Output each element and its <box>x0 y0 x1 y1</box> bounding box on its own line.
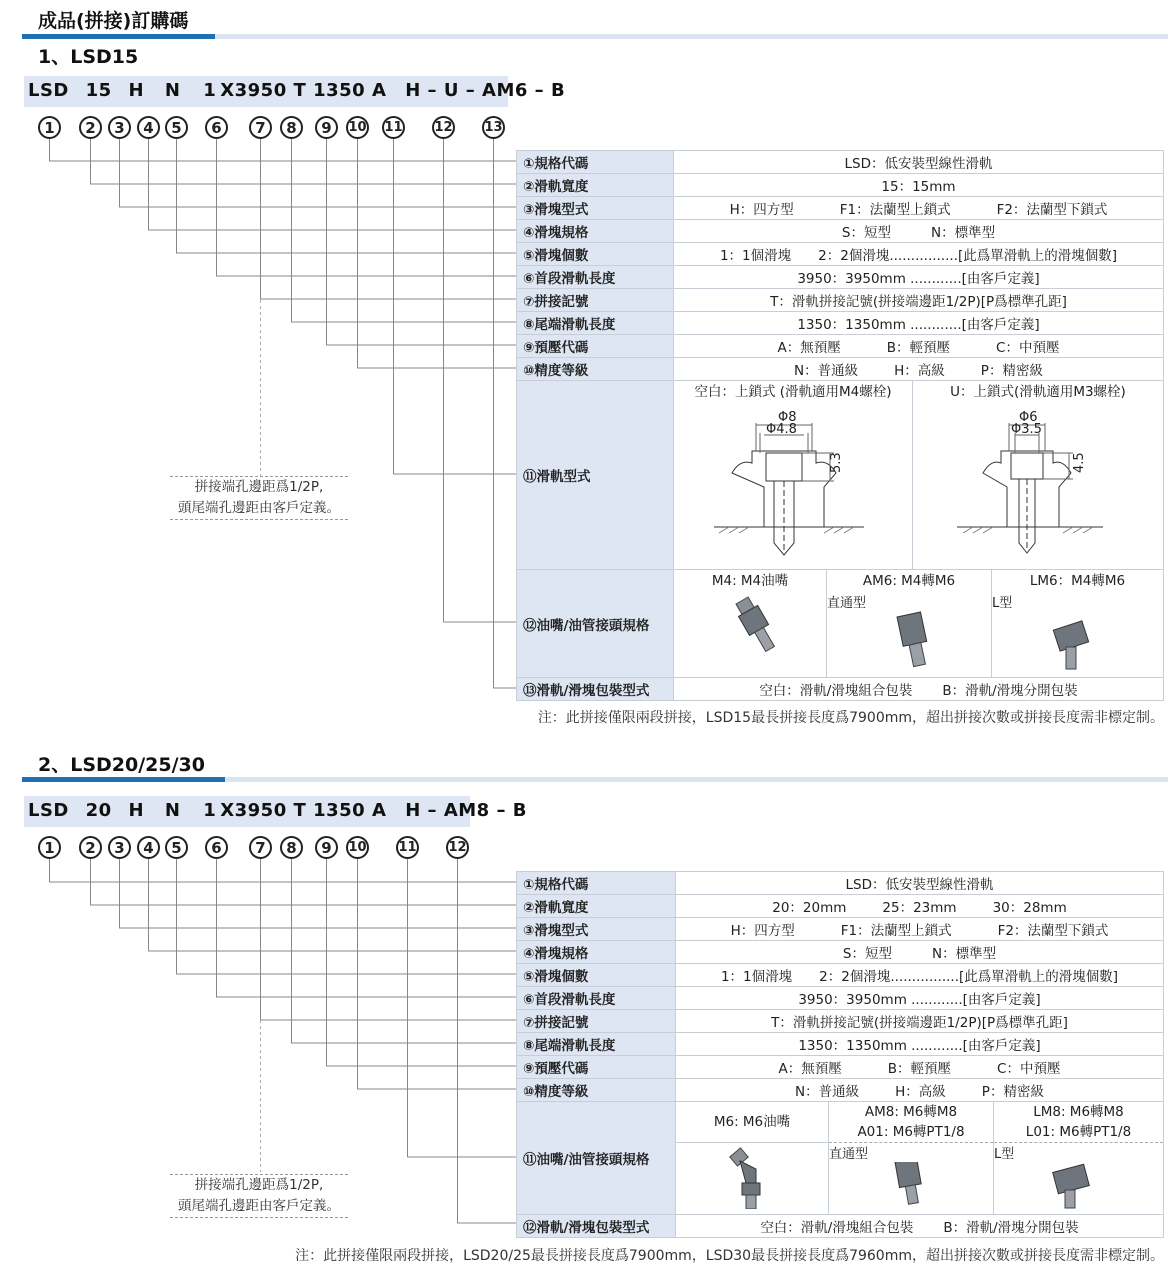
row-value: T：滑軌拼接記號(拼接端邊距1/2P)[P爲標準孔距] <box>676 1010 1164 1033</box>
dim-label: Φ8 <box>778 410 797 425</box>
row-value <box>676 895 1164 918</box>
table-row <box>517 151 1164 174</box>
row-label: ①規格代碼 <box>517 151 674 174</box>
position-marker: 5 <box>165 116 188 139</box>
section-2-title: 2、LSD20/25/30 <box>38 754 205 776</box>
option: C：中預壓 <box>997 1061 1061 1077</box>
code-part: – <box>534 80 545 101</box>
row-label: ②滑軌寬度 <box>517 895 676 918</box>
row-value: LSD：低安裝型線性滑軌 <box>674 151 1164 174</box>
row-label: ③滑塊型式 <box>517 197 674 220</box>
l-adapter-image <box>995 1162 1163 1210</box>
row-value <box>674 358 1164 381</box>
row-label: ⑥首段滑軌長度 <box>517 987 676 1010</box>
code-part: U <box>443 80 459 101</box>
row-label: ③滑塊型式 <box>517 918 676 941</box>
table-row <box>517 1102 1164 1215</box>
code-part: H <box>405 80 421 101</box>
section-2-note: 注：此拼接僅限兩段拼接，LSD20/25最長拼接長度爲7900mm，LSD30最長拼接長度爲7960mm，超出拼接次數或拼接長度需非標定制。 <box>295 1248 1164 1264</box>
nipple-option <box>829 1102 994 1215</box>
option: N：標準型 <box>931 946 997 962</box>
row-label: ⑩精度等級 <box>517 358 674 381</box>
position-marker: 9 <box>315 836 338 859</box>
section-1-note: 注：此拼接僅限兩段拼接，LSD15最長拼接長度爲7900mm，超出拼接次數或拼接長度需非標定制。 <box>537 710 1164 726</box>
code-part: 15 <box>85 80 112 101</box>
option: S：短型 <box>842 946 892 962</box>
dim-label: Φ3.5 <box>1011 422 1042 437</box>
position-marker: 7 <box>249 116 272 139</box>
dim-label: Φ6 <box>1019 410 1038 425</box>
position-marker: 4 <box>137 116 160 139</box>
nipple-subtype: 直通型 <box>827 596 867 611</box>
row-value: 3950：3950mm ............[由客戶定義] <box>674 266 1164 289</box>
option: N：普通級 <box>795 1084 860 1100</box>
table-row <box>517 987 1164 1010</box>
nipple-code: LM8: M6轉M8 <box>1033 1104 1124 1120</box>
option: F1：法蘭型上鎖式 <box>839 202 951 218</box>
table-row <box>517 381 1164 570</box>
code-part: 1 <box>203 80 217 101</box>
section-2-splice-note <box>170 1174 348 1218</box>
splice-note-line: 拼接端孔邊距爲1/2P, <box>194 1177 324 1193</box>
option: 空白：滑軌/滑塊組合包裝 <box>760 1220 914 1236</box>
option: F2：法蘭型下鎖式 <box>997 923 1109 939</box>
section-1-spec-table <box>516 150 1164 701</box>
option: 25：23mm <box>882 900 957 916</box>
nipple-subtype: L型 <box>992 596 1013 611</box>
code-part: 1350 <box>313 80 366 101</box>
row-label: ⑪油嘴/油管接頭規格 <box>517 1102 676 1215</box>
table-row <box>517 964 1164 987</box>
dim-label: Φ4.8 <box>766 422 797 437</box>
table-row <box>517 918 1164 941</box>
nipple-code: A01: M6轉PT1/8 <box>829 1122 993 1143</box>
position-marker: 7 <box>249 836 272 859</box>
row-value <box>676 918 1164 941</box>
code-part: 20 <box>85 800 112 821</box>
row-value <box>674 197 1164 220</box>
row-value <box>676 941 1164 964</box>
table-row <box>517 678 1164 701</box>
rail-type-u <box>913 381 1163 569</box>
table-row <box>517 1215 1164 1238</box>
row-value: 1350：1350mm ............[由客戶定義] <box>674 312 1164 335</box>
dim-label: 4.5 <box>1072 452 1087 473</box>
option: H：高級 <box>894 363 945 379</box>
row-label: ②滑軌寬度 <box>517 174 674 197</box>
position-marker: 8 <box>280 116 303 139</box>
code-part: AM8 <box>443 800 490 821</box>
row-value <box>676 1079 1164 1102</box>
rail-section-drawing <box>674 403 912 569</box>
row-label: ①規格代碼 <box>517 872 676 895</box>
grease-nipple-image <box>676 1143 828 1209</box>
code-part: T <box>293 80 307 101</box>
l-adapter-image <box>994 611 1162 673</box>
code-part: – <box>427 80 438 101</box>
table-row <box>517 289 1164 312</box>
row-label: ⑤滑塊個數 <box>517 243 674 266</box>
code-part: 1 <box>203 800 217 821</box>
nipple-option <box>674 570 827 678</box>
code-part: LSD <box>28 80 69 101</box>
position-marker: 3 <box>108 116 131 139</box>
splice-note-line: 拼接端孔邊距爲1/2P, <box>194 479 324 495</box>
row-value: 1：1個滑塊 2：2個滑塊................[此爲單滑軌上的滑塊個數] <box>674 243 1164 266</box>
code-part: X3950 <box>220 800 287 821</box>
position-marker: 2 <box>79 116 102 139</box>
code-part: H <box>405 800 421 821</box>
option: S：短型 <box>841 225 891 241</box>
code-part: B <box>512 800 527 821</box>
row-label: ⑦拼接記號 <box>517 289 674 312</box>
position-marker: 6 <box>205 836 228 859</box>
code-part: X3950 <box>220 80 287 101</box>
option: H：高級 <box>895 1084 946 1100</box>
straight-adapter-image <box>829 1162 993 1210</box>
page-title: 成品(拼接)訂購碼 <box>38 10 189 32</box>
code-part: B <box>550 80 566 101</box>
row-label: ⑫油嘴/油管接頭規格 <box>517 570 674 678</box>
option: P：精密級 <box>981 1084 1044 1100</box>
position-marker: 12 <box>432 116 455 139</box>
option: B：輕預壓 <box>886 340 951 356</box>
option: B：輕預壓 <box>887 1061 952 1077</box>
position-marker: 10 <box>346 836 369 859</box>
table-row <box>517 941 1164 964</box>
code-part: T <box>293 800 307 821</box>
rail-type-title: U：上鎖式(滑軌適用M3螺栓) <box>950 384 1126 400</box>
row-label: ⑨預壓代碼 <box>517 335 674 358</box>
row-label: ⑤滑塊個數 <box>517 964 676 987</box>
nipple-option <box>994 1102 1164 1215</box>
code-part: H <box>128 800 145 821</box>
table-row <box>517 220 1164 243</box>
splice-note-line: 頭尾端孔邊距由客戶定義。 <box>178 500 340 516</box>
table-row <box>517 895 1164 918</box>
row-label: ④滑塊規格 <box>517 941 676 964</box>
row-label: ⑧尾端滑軌長度 <box>517 1033 676 1056</box>
table-row <box>517 1033 1164 1056</box>
option: B：滑軌/滑塊分開包裝 <box>942 683 1078 699</box>
rail-type-title: 空白：上鎖式 (滑軌適用M4螺栓) <box>694 384 892 400</box>
position-marker: 5 <box>165 836 188 859</box>
row-value <box>674 335 1164 358</box>
table-row <box>517 174 1164 197</box>
option: P：精密級 <box>980 363 1043 379</box>
row-label: ④滑塊規格 <box>517 220 674 243</box>
option: H：四方型 <box>730 923 795 939</box>
option: A：無預壓 <box>777 340 841 356</box>
position-marker: 11 <box>382 116 405 139</box>
position-marker: 2 <box>79 836 102 859</box>
table-row <box>517 335 1164 358</box>
nipple-subtype: 直通型 <box>829 1147 869 1162</box>
table-row <box>517 243 1164 266</box>
row-value: 15：15mm <box>674 174 1164 197</box>
nipple-code: M6: M6油嘴 <box>676 1102 828 1143</box>
straight-adapter-image <box>827 611 991 673</box>
position-marker: 10 <box>346 116 369 139</box>
nipple-option <box>676 1102 829 1215</box>
position-marker: 6 <box>205 116 228 139</box>
table-row <box>517 266 1164 289</box>
table-row <box>517 872 1164 895</box>
rail-section-drawing <box>913 403 1163 569</box>
row-value <box>676 1215 1164 1238</box>
code-part: – <box>427 800 438 821</box>
row-label: ⑫滑軌/滑塊包裝型式 <box>517 1215 676 1238</box>
section-2-spec-table <box>516 871 1164 1238</box>
position-marker: 3 <box>108 836 131 859</box>
table-row <box>517 1010 1164 1033</box>
nipple-option <box>992 570 1164 678</box>
table-row <box>517 197 1164 220</box>
grease-nipple-image <box>674 592 826 672</box>
position-marker: 9 <box>315 116 338 139</box>
option: F2：法蘭型下鎖式 <box>996 202 1108 218</box>
code-part: N <box>164 800 181 821</box>
option: C：中預壓 <box>996 340 1060 356</box>
row-label: ⑦拼接記號 <box>517 1010 676 1033</box>
position-marker: 11 <box>396 836 419 859</box>
section-2-leader-lines <box>0 0 520 1240</box>
option: F1：法蘭型上鎖式 <box>840 923 952 939</box>
table-row <box>517 1079 1164 1102</box>
position-marker: 8 <box>280 836 303 859</box>
row-label: ⑨預壓代碼 <box>517 1056 676 1079</box>
nipple-code: M4: M4油嘴 <box>711 573 789 589</box>
splice-note-line: 頭尾端孔邊距由客戶定義。 <box>178 1198 340 1214</box>
nipple-code: AM8: M6轉M8 <box>864 1104 958 1120</box>
row-label: ⑬滑軌/滑塊包裝型式 <box>517 678 674 701</box>
nipple-code: AM6: M4轉M6 <box>862 573 956 589</box>
option: 空白：滑軌/滑塊組合包裝 <box>759 683 913 699</box>
position-marker: 13 <box>482 116 505 139</box>
rail-type-standard <box>674 381 913 569</box>
row-value: 1350：1350mm ............[由客戶定義] <box>676 1033 1164 1056</box>
nipple-code: L01: M6轉PT1/8 <box>994 1122 1163 1143</box>
option: B：滑軌/滑塊分開包裝 <box>943 1220 1079 1236</box>
row-value: T：滑軌拼接記號(拼接端邊距1/2P)[P爲標準孔距] <box>674 289 1164 312</box>
row-label: ⑩精度等級 <box>517 1079 676 1102</box>
dim-label: 5.3 <box>829 452 844 473</box>
row-value: LSD：低安裝型線性滑軌 <box>676 872 1164 895</box>
table-row <box>517 1056 1164 1079</box>
row-value: 1：1個滑塊 2：2個滑塊................[此爲單滑軌上的滑塊個數] <box>676 964 1164 987</box>
row-label: ⑥首段滑軌長度 <box>517 266 674 289</box>
row-value <box>674 678 1164 701</box>
rail-type-cell <box>674 381 1164 570</box>
option: N：普通級 <box>794 363 859 379</box>
position-marker: 4 <box>137 836 160 859</box>
code-part: H <box>128 80 145 101</box>
row-value <box>676 1056 1164 1079</box>
nipple-subtype: L型 <box>994 1147 1015 1162</box>
code-part: – <box>465 80 476 101</box>
section-1-title: 1、LSD15 <box>38 46 139 68</box>
table-row <box>517 358 1164 381</box>
nipple-code: LM6：M4轉M6 <box>1029 573 1126 589</box>
position-marker: 12 <box>446 836 469 859</box>
table-row <box>517 312 1164 335</box>
position-marker: 1 <box>38 836 61 859</box>
option: H：四方型 <box>729 202 794 218</box>
nipple-option <box>827 570 992 678</box>
code-part: – <box>496 800 506 821</box>
row-value <box>674 220 1164 243</box>
row-value: 3950：3950mm ............[由客戶定義] <box>676 987 1164 1010</box>
option: 20：20mm <box>772 900 847 916</box>
code-part: 1350 <box>313 800 366 821</box>
table-row <box>517 570 1164 678</box>
code-part: A <box>371 800 387 821</box>
code-part: A <box>371 80 387 101</box>
row-label: ⑧尾端滑軌長度 <box>517 312 674 335</box>
code-part: LSD <box>28 800 69 821</box>
row-label: ⑪滑軌型式 <box>517 381 674 570</box>
option: 30：28mm <box>992 900 1067 916</box>
option: A：無預壓 <box>778 1061 842 1077</box>
option: N：標準型 <box>930 225 996 241</box>
position-marker: 1 <box>38 116 61 139</box>
code-part: N <box>164 80 181 101</box>
code-part: AM6 <box>482 80 528 101</box>
